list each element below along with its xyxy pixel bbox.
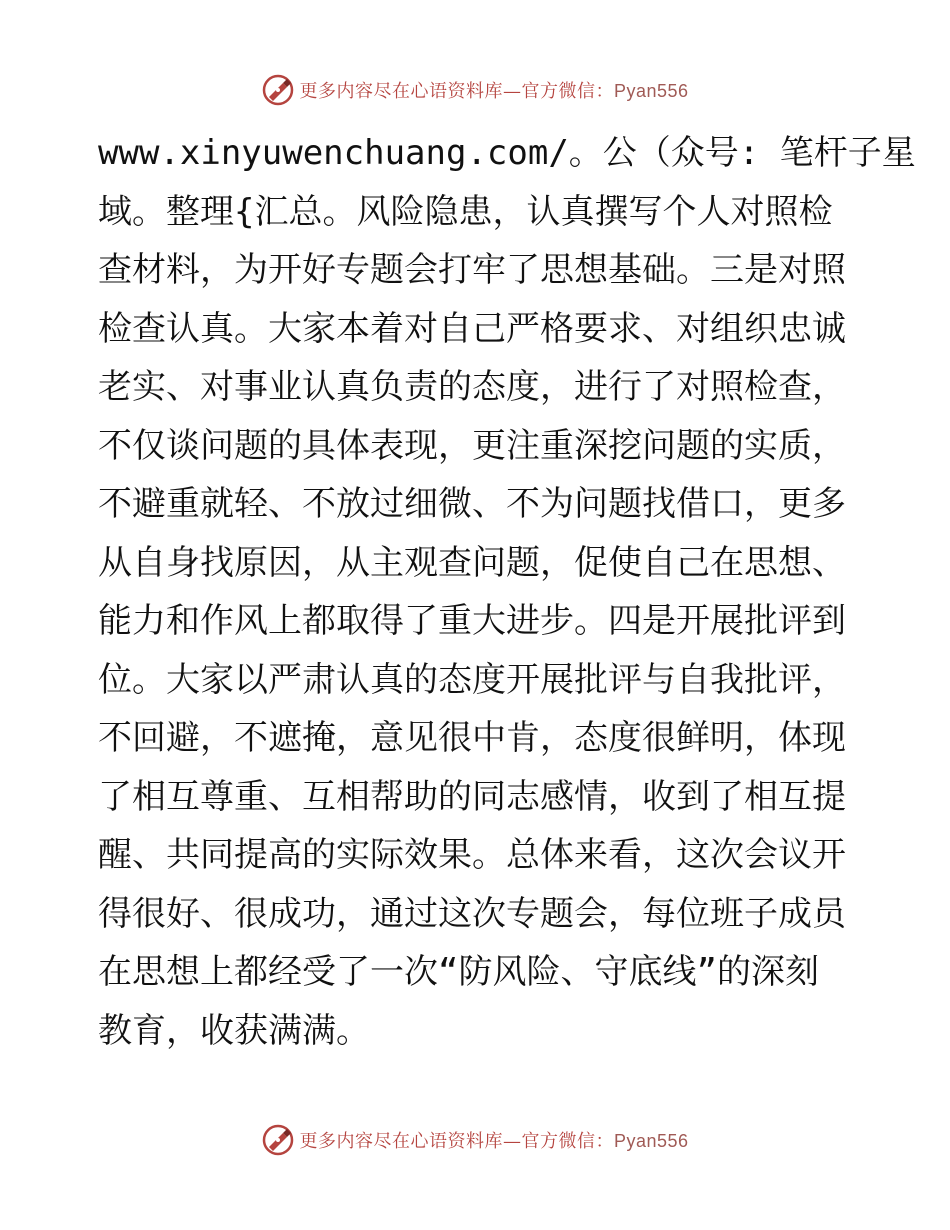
footer-banner: [0, 1120, 950, 1160]
body-line: 从自身找原因，从主观查问题，促使自己在思想、: [98, 542, 846, 583]
body-line: 老实、对事业认真负责的态度，进行了对照检查，: [98, 367, 846, 407]
body-line: 教育，收获满满。: [98, 1010, 370, 1051]
footer-wechat-id: Pyan556: [613, 1131, 689, 1151]
body-line: 了相互尊重、互相帮助的同志感情，收到了相互提: [98, 776, 846, 817]
pen-nib-logo-icon: [261, 1123, 295, 1157]
body-line: 能力和作风上都取得了重大进步。四是开展批评到: [98, 601, 846, 641]
header-wechat-id: Pyan556: [613, 81, 689, 101]
footer-banner-text: [299, 1127, 688, 1153]
body-line: 得很好、很成功，通过这次专题会，每位班子成员: [98, 893, 846, 934]
body-line: 不回避，不遮掩，意见很中肯，态度很鲜明，体现: [98, 718, 846, 758]
body-line: 不仅谈问题的具体表现，更注重深挖问题的实质，: [98, 425, 846, 466]
header-banner: [0, 70, 950, 110]
body-line: 域。整理{汇总。风险隐患，认真撰写个人对照检: [98, 191, 833, 232]
header-banner-label: 更多内容尽在心语资料库—官方微信：: [299, 81, 614, 102]
body-line: www.xinyuwenchuang.com/。公（众号: 笔杆子星: [98, 133, 916, 173]
body-line: 不避重就轻、不放过细微、不为问题找借口，更多: [98, 484, 846, 524]
body-line: 查材料，为开好专题会打牢了思想基础。三是对照: [98, 250, 846, 290]
body-line: 醒、共同提高的实际效果。总体来看，这次会议开: [98, 835, 846, 875]
body-line: 检查认真。大家本着对自己严格要求、对组织忠诚: [98, 308, 846, 349]
header-banner-text: [299, 77, 688, 103]
body-line: 在思想上都经受了一次“防风险、守底线”的深刻: [98, 952, 819, 992]
footer-banner-label: 更多内容尽在心语资料库—官方微信：: [299, 1131, 614, 1152]
body-line: 位。大家以严肃认真的态度开展批评与自我批评，: [98, 659, 846, 700]
document-body: [98, 124, 916, 1060]
pen-nib-logo-icon: [261, 73, 295, 107]
